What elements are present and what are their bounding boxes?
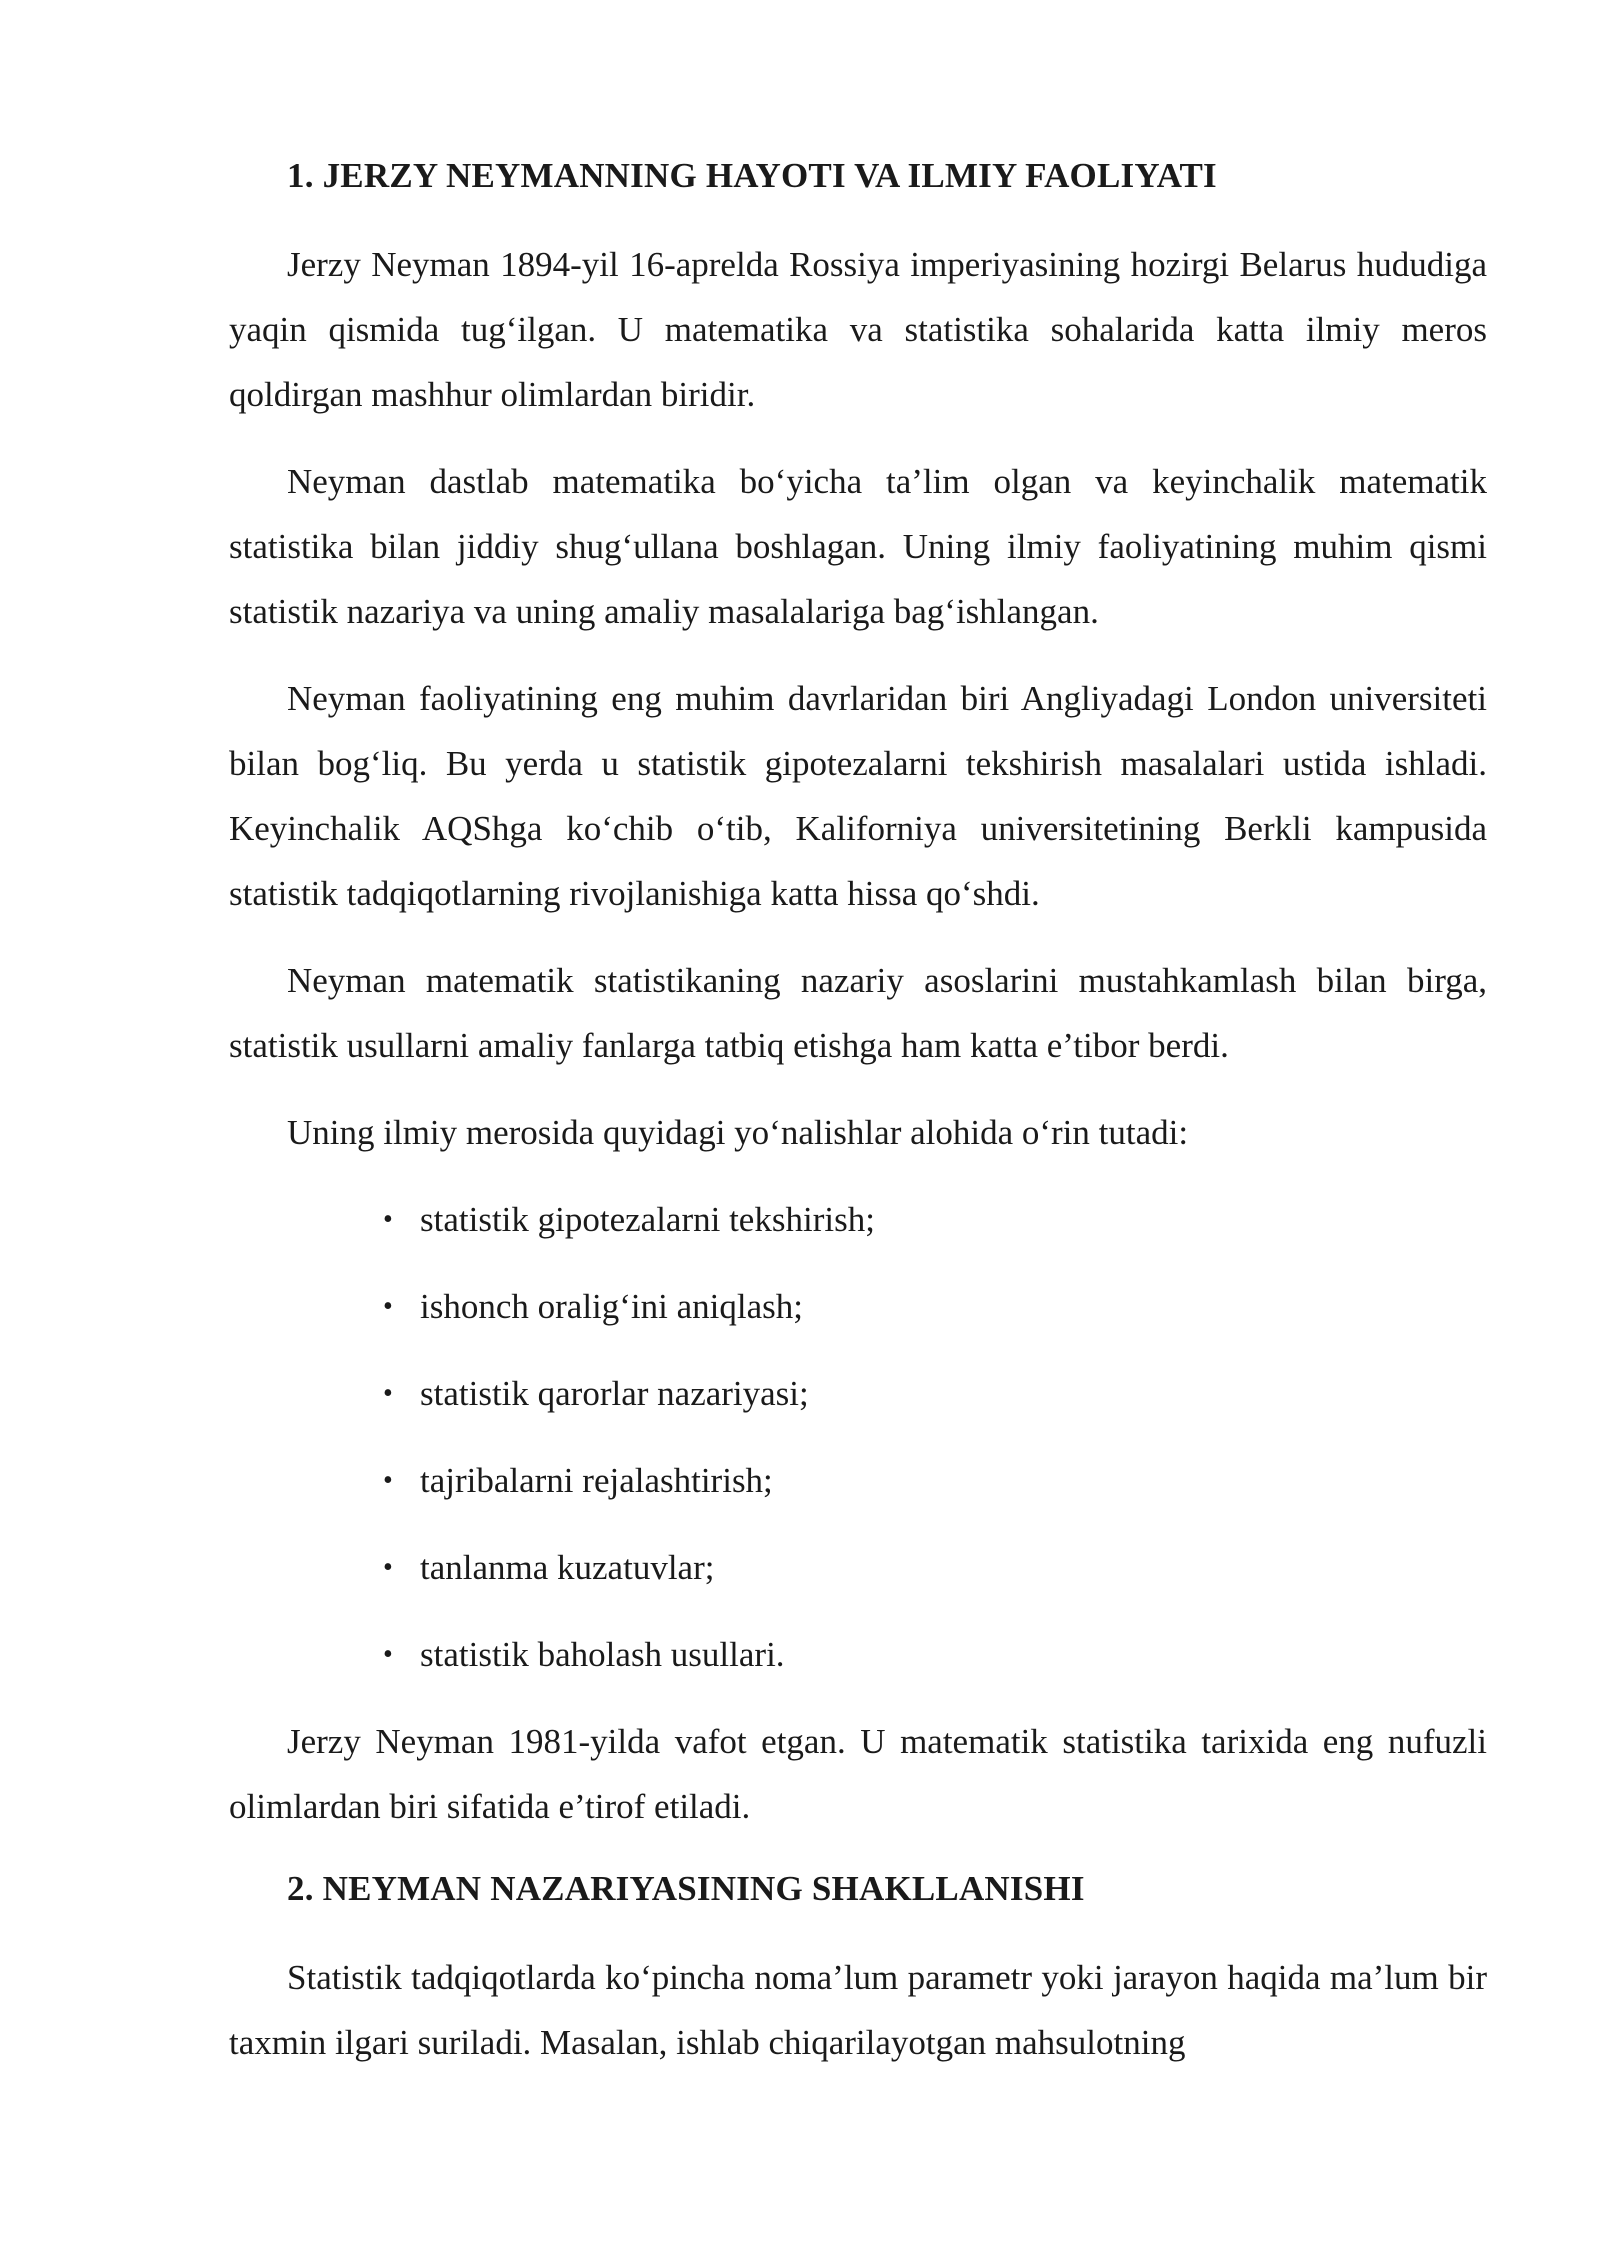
list-intro: Uning ilmiy merosida quyidagi yo‘nalishlar alohida o‘rin tutadi:: [287, 1113, 1189, 1152]
list-item-text: statistik gipotezalarni tekshirish;: [420, 1200, 875, 1239]
page-content: [229, 150, 1487, 2075]
list-item: [229, 1535, 1487, 1600]
section-1-paragraph-3: Neyman faoliyatining eng muhim davrlaridan biri Angliyadagi London universiteti bilan bog‘liq. Bu yerda u statistik gipotezalarni tekshirish masalalari ustida ishladi. Keyinchalik AQShga ko‘chib o‘tib, Kaliforniya universitetining Berkli kampusida statistik tadqiqotlarning rivojlanishiga katta hissa qo‘shdi.: [229, 679, 1487, 913]
list-item: [229, 1622, 1487, 1687]
list-item: [229, 1361, 1487, 1426]
bullet-icon: •: [383, 1378, 393, 1409]
list-item-text: statistik baholash usullari.: [420, 1635, 785, 1674]
bullet-icon: •: [383, 1465, 393, 1496]
bullet-icon: •: [383, 1639, 393, 1670]
list-item: [229, 1187, 1487, 1252]
section-2-paragraph-1: Statistik tadqiqotlarda ko‘pincha noma’lum parametr yoki jarayon haqida ma’lum bir taxmin ilgari suriladi. Masalan, ishlab chiqarilayotgan mahsulotning: [229, 1958, 1487, 2062]
list-item: [229, 1274, 1487, 1339]
bullet-icon: •: [383, 1291, 393, 1322]
section-1-heading: 1. JERZY NEYMANNING HAYOTI VA ILMIY FAOLIYATI: [287, 156, 1217, 195]
section-1-closing-paragraph: Jerzy Neyman 1981-yilda vafot etgan. U matematik statistika tarixida eng nufuzli olimlardan biri sifatida e’tirof etiladi.: [229, 1722, 1487, 1826]
list-item-text: tajribalarni rejalashtirish;: [420, 1461, 773, 1500]
list-item-text: ishonch oralig‘ini aniqlash;: [420, 1287, 803, 1326]
section-1-paragraph-2: Neyman dastlab matematika bo‘yicha ta’lim olgan va keyinchalik matematik statistika bilan jiddiy shug‘ullana boshlagan. Uning ilmiy faoliyatining muhim qismi statistik nazariya va uning amaliy masalalariga bag‘ishlangan.: [229, 462, 1487, 631]
section-2-heading: 2. NEYMAN NAZARIYASINING SHAKLLANISHI: [287, 1869, 1085, 1908]
section-1-paragraph-4: Neyman matematik statistikaning nazariy asoslarini mustahkamlash bilan birga, statistik usullarni amaliy fanlarga tatbiq etishga ham katta e’tibor berdi.: [229, 961, 1487, 1065]
list-item-text: statistik qarorlar nazariyasi;: [420, 1374, 809, 1413]
research-areas-list: [229, 1187, 1487, 1687]
list-item-text: tanlanma kuzatuvlar;: [420, 1548, 715, 1587]
bullet-icon: •: [383, 1204, 393, 1235]
list-item: [229, 1448, 1487, 1513]
section-1-paragraph-1: Jerzy Neyman 1894-yil 16-aprelda Rossiya imperiyasining hozirgi Belarus hududiga yaqin qismida tug‘ilgan. U matematika va statistika sohalarida katta ilmiy meros qoldirgan mashhur olimlardan biridir.: [229, 245, 1487, 414]
bullet-icon: •: [383, 1552, 393, 1583]
